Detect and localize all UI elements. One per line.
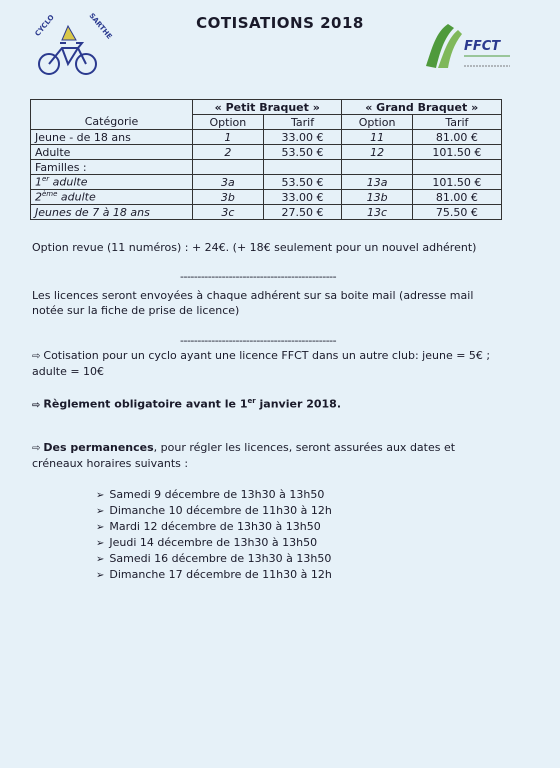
- list-item: ➢ Dimanche 10 décembre de 11h30 à 12h: [96, 503, 332, 519]
- club-logo: [30, 10, 114, 80]
- permanences-intro: ⇨ Des permanences, pour régler les licences, seront assurées aux dates et créneaux horaires suivants :: [32, 441, 456, 470]
- table-row: [31, 130, 502, 145]
- ffct-logo: [418, 18, 514, 74]
- list-item: ➢ Samedi 16 décembre de 13h30 à 13h50: [96, 551, 332, 567]
- col-header: Catégorie: [31, 115, 193, 130]
- list-item: ➢ Samedi 9 décembre de 13h30 à 13h50: [96, 487, 332, 503]
- table-row: [31, 160, 502, 175]
- table-row: [31, 205, 502, 220]
- cell-category: Familles :: [31, 160, 193, 175]
- cell-category: 1er adulte: [31, 175, 193, 190]
- cotisation-text: ⇨ Cotisation pour un cyclo ayant une licence FFCT dans un autre club: jeune = 5€ ; adulte = 10€: [32, 349, 491, 378]
- cell-tarif: 33.00 €: [263, 190, 342, 205]
- cell-option: 2: [193, 145, 264, 160]
- svg-text:SARTHE: SARTHE: [87, 11, 114, 41]
- cell-option: 3a: [193, 175, 264, 190]
- cell-option: 1: [193, 130, 264, 145]
- svg-text:FFCT: FFCT: [464, 39, 501, 54]
- separator: ---------------------------------------------: [180, 270, 337, 283]
- cell-tarif: 33.00 €: [263, 130, 342, 145]
- cell-tarif: 53.50 €: [263, 175, 342, 190]
- group-header-grand: « Grand Braquet »: [342, 100, 502, 115]
- cell-category: Adulte: [31, 145, 193, 160]
- page-title: COTISATIONS 2018: [196, 14, 364, 32]
- arrow-icon: ⇨: [32, 351, 41, 362]
- cell-tarif: 81.00 €: [412, 190, 501, 205]
- cell-option: 13a: [342, 175, 412, 190]
- col-header: Option: [342, 115, 412, 130]
- cell-tarif: 27.50 €: [263, 205, 342, 220]
- permanences-list: [96, 487, 332, 583]
- table-row: [31, 145, 502, 160]
- cell-option: 13b: [342, 190, 412, 205]
- table-row: [31, 175, 502, 190]
- tarifs-table: [30, 99, 502, 220]
- cell-tarif: 81.00 €: [412, 130, 501, 145]
- reglement-text: ⇨ Règlement obligatoire avant le 1er janvier 2018.: [32, 397, 342, 411]
- cell-tarif: 75.50 €: [412, 205, 501, 220]
- svg-text:CYCLO: CYCLO: [33, 13, 56, 38]
- group-header-petit: « Petit Braquet »: [193, 100, 342, 115]
- separator: ---------------------------------------------: [180, 334, 337, 347]
- col-header: Tarif: [412, 115, 501, 130]
- col-header: Option: [193, 115, 264, 130]
- cell-tarif: 101.50 €: [412, 145, 501, 160]
- cell-option: 13c: [342, 205, 412, 220]
- cell-category: 2ème adulte: [31, 190, 193, 205]
- list-item: ➢ Mardi 12 décembre de 13h30 à 13h50: [96, 519, 332, 535]
- cell-option: 12: [342, 145, 412, 160]
- cell-tarif: 101.50 €: [412, 175, 501, 190]
- cell-category: Jeune - de 18 ans: [31, 130, 193, 145]
- cell-option: 3c: [193, 205, 264, 220]
- cell-category: Jeunes de 7 à 18 ans: [31, 205, 193, 220]
- list-item: ➢ Dimanche 17 décembre de 11h30 à 12h: [96, 567, 332, 583]
- licences-text: Les licences seront envoyées à chaque adhérent sur sa boite mail (adresse mail notée sur la fiche de prise de licence): [32, 289, 474, 317]
- col-header: Tarif: [263, 115, 342, 130]
- arrow-icon: ⇨: [32, 399, 41, 411]
- option-revue-text: Option revue (11 numéros) : + 24€. (+ 18€ seulement pour un nouvel adhérent): [32, 241, 477, 254]
- table-row: [31, 190, 502, 205]
- cell-tarif: 53.50 €: [263, 145, 342, 160]
- list-item: ➢ Jeudi 14 décembre de 13h30 à 13h50: [96, 535, 332, 551]
- cell-option: 3b: [193, 190, 264, 205]
- cell-option: 11: [342, 130, 412, 145]
- arrow-icon: ⇨: [32, 443, 41, 454]
